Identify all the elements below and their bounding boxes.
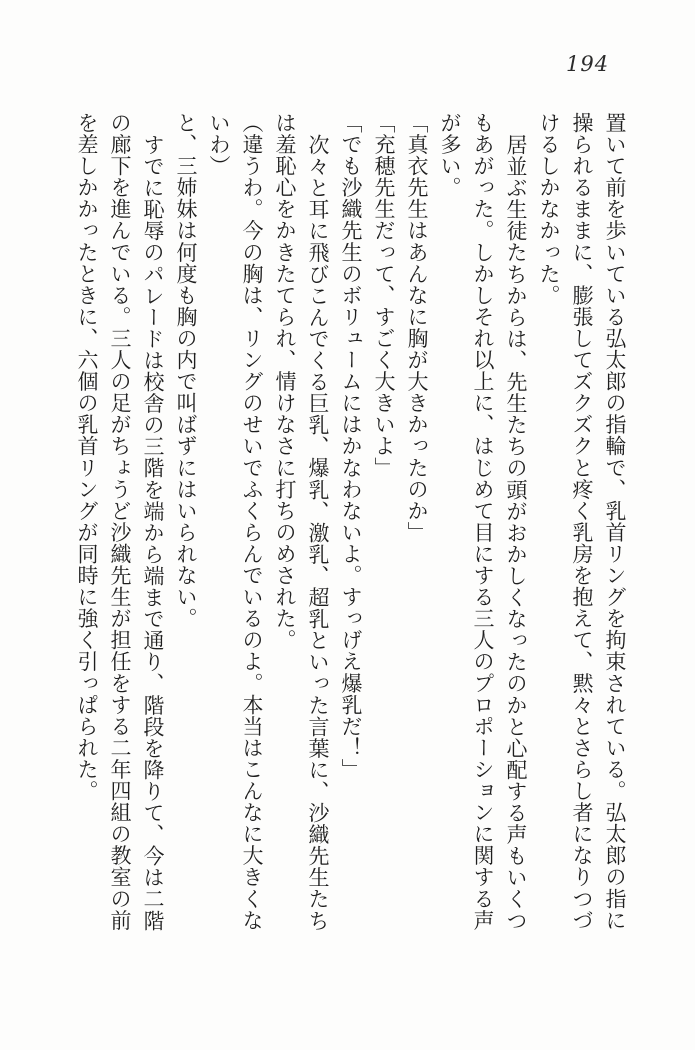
vertical-text-block bbox=[65, 112, 631, 936]
paragraph-dialogue: 「でも沙織先生のボリュームにはかなわないよ。すっげえ爆乳だ！」 bbox=[339, 112, 363, 781]
paragraph: 居並ぶ生徒たちからは、先生たちの頭がおかしくなったのかと心配する声もいくつもあがった。しかしそれ以上に、はじめて目にする三人のプロポーションに関する声が多い。 bbox=[438, 112, 528, 931]
paragraph: 置いて前を歩いている弘太郎の指輪で、乳首リングを拘束されている。弘太郎の指に操られるままに、膨張してズクズクと疼く乳房を抱えて、黙々とさらし者になりつづけるしかなかった。 bbox=[537, 112, 627, 931]
paragraph: 次々と耳に飛びこんでくる巨乳、爆乳、激乳、超乳といった言葉に、沙織先生たちは羞恥心をかきたてられ、情けなさに打ちのめされた。 bbox=[273, 112, 330, 931]
paragraph: と、三姉妹は何度も胸の内で叫ばずにはいられない。 bbox=[174, 112, 198, 630]
paragraph-dialogue: 「充穂先生だって、すごく大きいよ」 bbox=[372, 112, 396, 479]
paragraph-inner-thought: （違うわ。今の胸は、リングのせいでふくらんでいるのよ。本当はこんなに大きくないわ） bbox=[207, 112, 264, 931]
paragraph-dialogue: 「真衣先生はあんなに胸が大きかったのか」 bbox=[405, 112, 429, 543]
paragraph: すでに恥辱のパレードは校舎の三階を端から端まで通り、階段を降りて、今は二階の廊下を進んでいる。三人の足がちょうど沙織先生が担任をする二年四組の教室の前を差しかかったときに、六個の乳首リングが同時に強く引っぱられた。 bbox=[75, 112, 165, 931]
page-number: 194 bbox=[566, 52, 610, 76]
